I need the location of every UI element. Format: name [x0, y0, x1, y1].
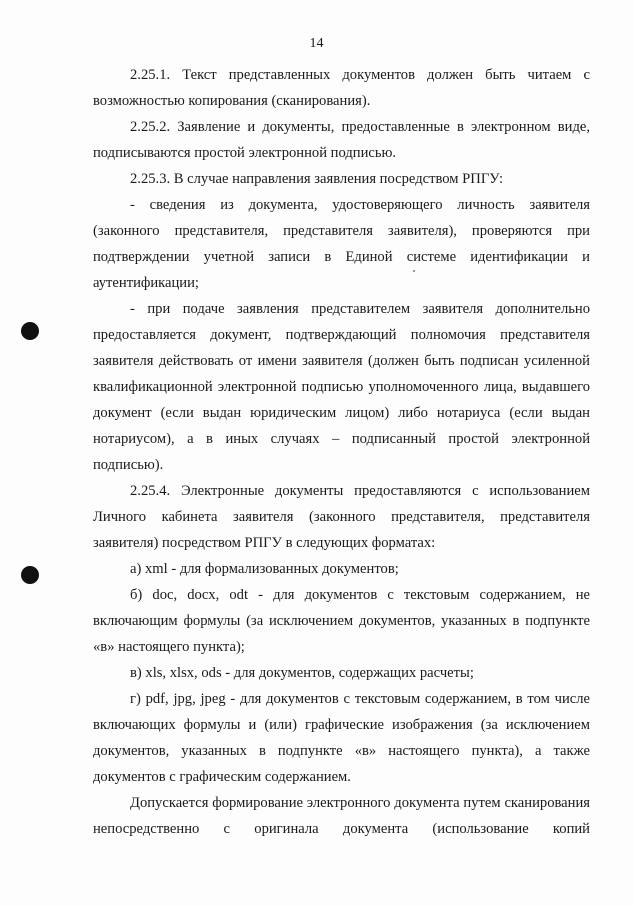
paragraph-format-v: в) xls, xlsx, ods - для документов, содержащих расчеты;	[130, 665, 474, 681]
paragraph-scanning: Допускается формирование электронного документа путем сканирования непосредственно с оригинала документа (использование копий	[93, 795, 590, 837]
paragraph-bullet-representative: - при подаче заявления представителем заявителя дополнительно предоставляется документ, подтверждающий полномочия представителя заявителя действовать от имени заявителя (должен быть подписан усиленной квалификационной электронной подписью уполномоченного лица, выдавшего документ (если выдан юридическим лицом) либо нотариуса (если выдан нотариусом), а в иных случаях – подписанный простой электронной подписью).	[93, 301, 590, 473]
punch-hole-mark	[21, 566, 39, 584]
paragraph-format-a: а) xml - для формализованных документов;	[130, 561, 399, 577]
paragraph-2-25-2: 2.25.2. Заявление и документы, предоставленные в электронном виде, подписываются простой электронной подписью.	[93, 119, 590, 161]
paragraph-2-25-3: 2.25.3. В случае направления заявления посредством РПГУ:	[130, 171, 504, 187]
punch-hole-mark	[21, 322, 39, 340]
page-number: 14	[309, 36, 324, 51]
paragraph-2-25-4: 2.25.4. Электронные документы предоставляются с использованием Личного кабинета заявителя (законного представителя, представителя заявителя) посредством РПГУ в следующих форматах:	[93, 483, 590, 551]
paragraph-bullet-identity: - сведения из документа, удостоверяющего личность заявителя (законного представителя, представителя заявителя), проверяются при подтверждении учетной записи в Единой системе идентификации и аутентификации;	[93, 197, 590, 291]
document-body	[93, 62, 590, 842]
paragraph-2-25-1: 2.25.1. Текст представленных документов должен быть читаем с возможностью копирования (сканирования).	[93, 67, 590, 109]
paragraph-format-b: б) doc, docx, odt - для документов с текстовым содержанием, не включающим формулы (за исключением документов, указанных в подпункте «в» настоящего пункта);	[93, 587, 590, 655]
paragraph-format-g: г) pdf, jpg, jpeg - для документов с текстовым содержанием, в том числе включающих формулы и (или) графические изображения (за исключением документов, указанных в подпункте «в» настоящего пункта), а также документов с графическим содержанием.	[93, 691, 590, 785]
